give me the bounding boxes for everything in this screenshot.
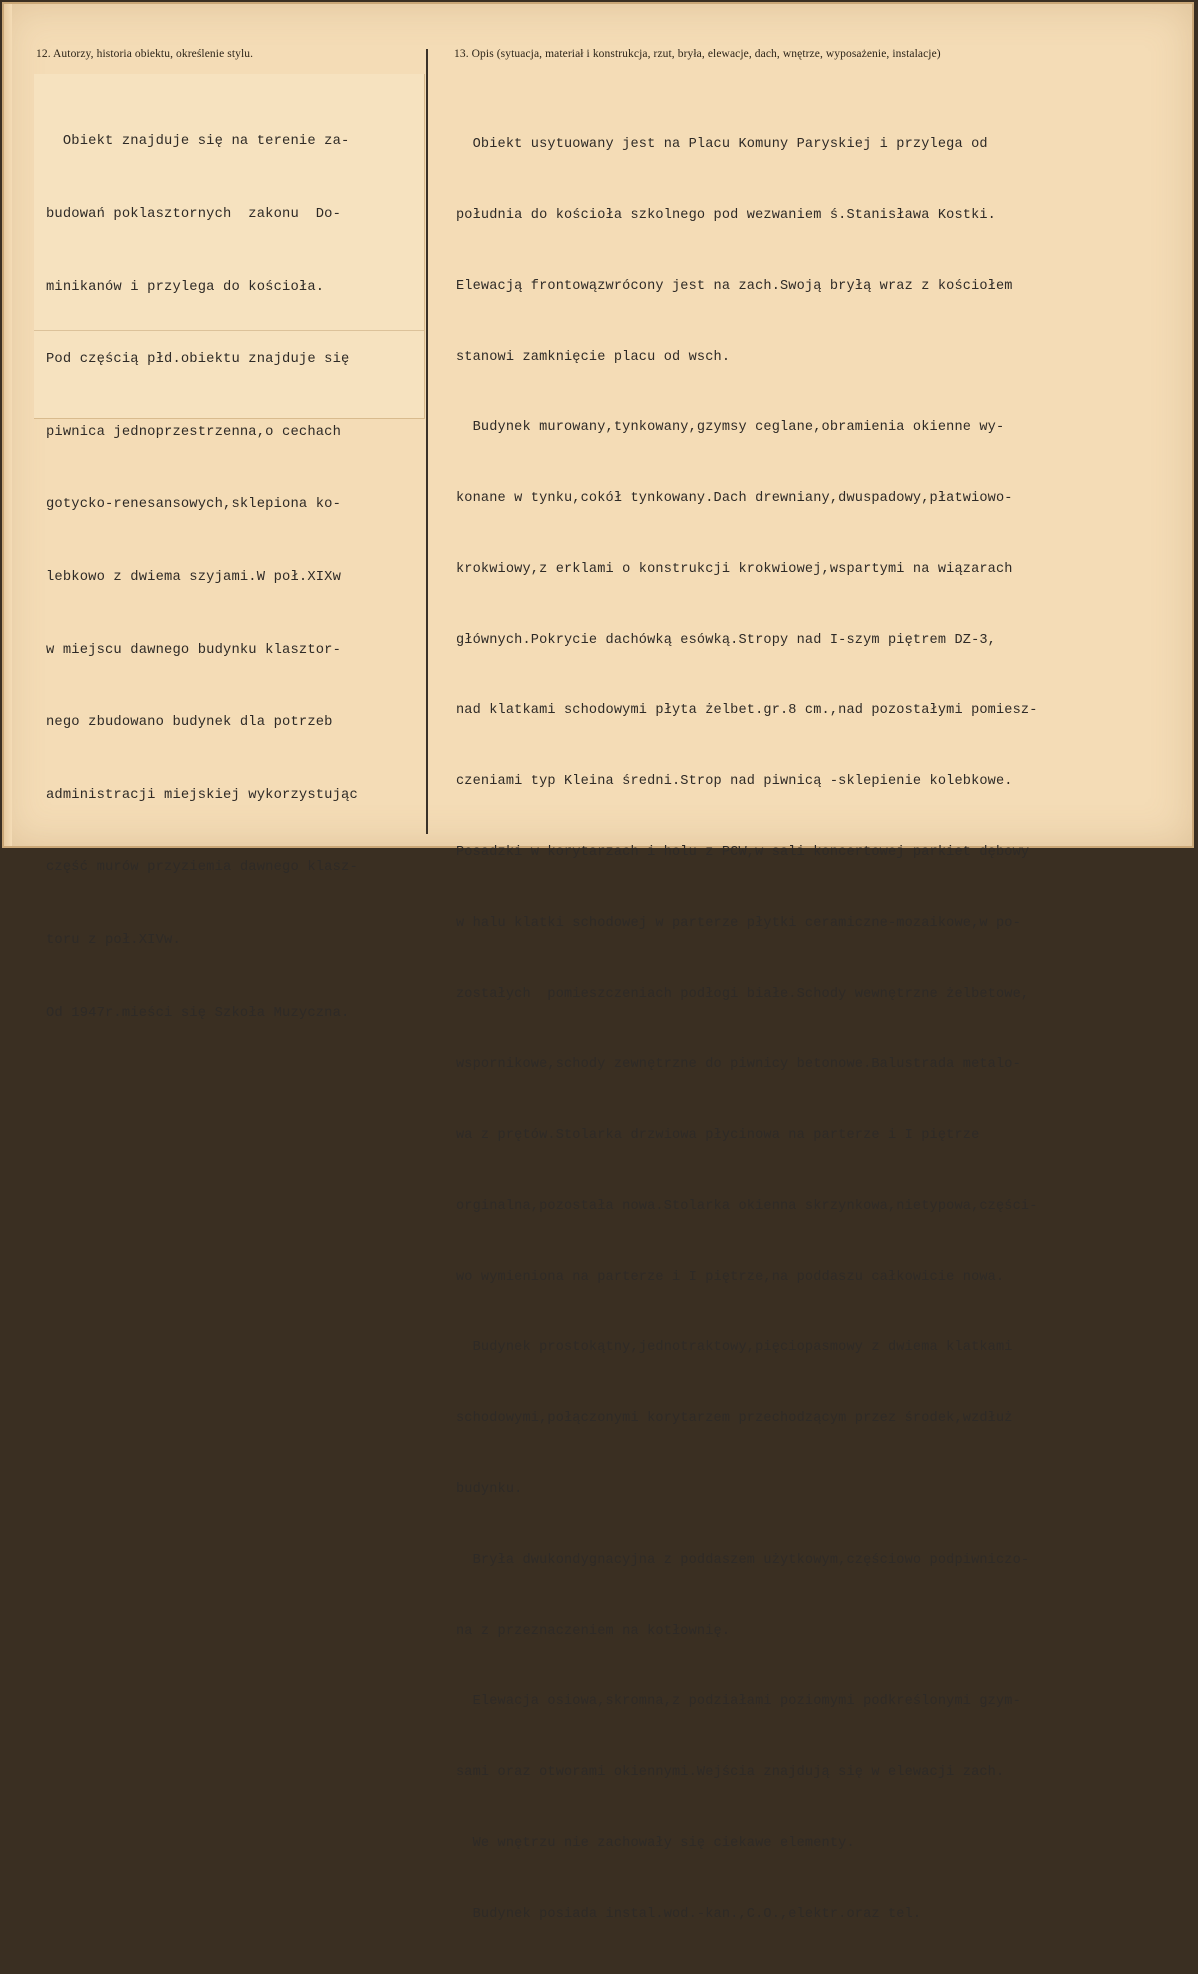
text-line: wspornikowe,schody zewnętrzne do piwnicy betonowe.Balustrada metalo- — [456, 1057, 1021, 1073]
text-line: wa z prętów.Stolarka drzwiowa płycinowa na parterze i I piętrze — [456, 1128, 980, 1144]
text-line: w miejscu dawnego budynku klasztor- — [46, 642, 342, 658]
text-line: głównych.Pokrycie dachówką esówką.Stropy nad I-szym piętrem DZ-3, — [456, 632, 996, 648]
section-13-header: 13. Opis (sytuacja, materiał i konstrukcja, rzut, bryła, elewacje, dach, wnętrze, wyposażenie, instalacje) — [454, 48, 941, 60]
text-line: budowań poklasztornych zakonu Do- — [46, 207, 342, 222]
text-line: sami oraz otworami okiennymi.Wejścia znajdują się w elewacji zach. — [456, 1765, 1005, 1781]
text-line: czeniami typ Kleina średni.Strop nad piwnicą -sklepienie kolebkowe. — [456, 774, 1013, 790]
text-line: budynku. — [456, 1482, 523, 1498]
text-line: schodowymi,połączonymi korytarzem przechodzącym przez środek,wzdłuż — [456, 1411, 1013, 1427]
text-line: Bryła dwukondygnacyjna z poddaszem użytkowym,częściowo podpiwniczo- — [456, 1552, 1030, 1568]
text-line: południa do kościoła szkolnego pod wezwaniem ś.Stanisława Kostki. — [456, 207, 996, 223]
text-line: We wnętrzu nie zachowały się ciekawe elementy. — [456, 1835, 855, 1851]
text-line: na z przeznaczeniem na kotłownię. — [456, 1623, 731, 1639]
column-divider — [426, 49, 428, 834]
text-line: toru z poł.XIVw. — [46, 932, 181, 948]
text-line: nego zbudowano budynek dla potrzeb — [46, 715, 333, 731]
text-line: Pod częścią płd.obiektu znajduje się — [46, 352, 350, 368]
text-line: gotycko-renesansowych,sklepiona ko- — [46, 497, 342, 513]
text-line: Elewacja osiowa,skromna,z podziałami poziomymi podkreślonymi gzym- — [456, 1694, 1021, 1710]
text-line: Od 1947r.mieści się Szkoła Muzyczna. — [46, 1005, 350, 1021]
document-card — [2, 2, 1194, 1922]
section-12-text — [46, 82, 358, 1074]
text-line: Posadzki w korytarzach i holu z PCW,w sali koncertowej parkiet dębowy — [456, 845, 1030, 860]
card-left-edge — [4, 4, 12, 846]
text-line: administracji miejskiej wykorzystując — [46, 787, 358, 803]
text-line: zostałych pomieszczeniach podłogi białe.Schody wewnętrzne żelbetowe, — [456, 986, 1030, 1002]
section-13-text — [456, 86, 1038, 1974]
text-line: wo wymieniona na parterze i I piętrze,na poddaszu całkowicie nowa. — [456, 1269, 1005, 1285]
text-line: Budynek prostokątny,jednotraktowy,pięciopasmowy z dwiema klatkami — [456, 1340, 1013, 1356]
text-line: stanowi zamknięcie placu od wsch. — [456, 349, 731, 365]
text-line: w halu klatki schodowej w parterze płytki ceramiczne-mozaikowe,w po- — [456, 915, 1021, 931]
text-line: minikanów i przylega do kościoła. — [46, 279, 325, 295]
text-line: orginalna,pozostała nowa.Stolarka okienna skrzynkowa,nietypowa,części- — [456, 1198, 1038, 1214]
text-line: Budynek posiada instal.wod.-kan.,C.O.,elektr.oraz tel. — [456, 1906, 922, 1922]
text-line: część murów przyziemia dawnego klasz- — [46, 860, 358, 876]
text-line: krokwiowy,z erklami o konstrukcji krokwiowej,wspartymi na wiązarach — [456, 561, 1013, 577]
text-line: Budynek murowany,tynkowany,gzymsy ceglane,obramienia okienne wy- — [456, 420, 1005, 436]
text-line: lebkowo z dwiema szyjami.W poł.XIXw — [46, 569, 342, 585]
section-12-header: 12. Autorzy, historia obiektu, określenie stylu. — [36, 48, 254, 60]
text-line: konane w tynku,cokół tynkowany.Dach drewniany,dwuspadowy,płatwiowo- — [456, 491, 1013, 507]
text-line: nad klatkami schodowymi płyta żelbet.gr.8 cm.,nad pozostałymi pomiesz- — [456, 703, 1038, 719]
text-line: Elewacją frontowązwrócony jest na zach.Swoją bryłą wraz z kościołem — [456, 278, 1013, 294]
text-line: Obiekt usytuowany jest na Placu Komuny Paryskiej i przylega od — [456, 137, 988, 153]
text-line: piwnica jednoprzestrzenna,o cechach — [46, 424, 342, 440]
text-line: Obiekt znajduje się na terenie za- — [46, 134, 350, 150]
